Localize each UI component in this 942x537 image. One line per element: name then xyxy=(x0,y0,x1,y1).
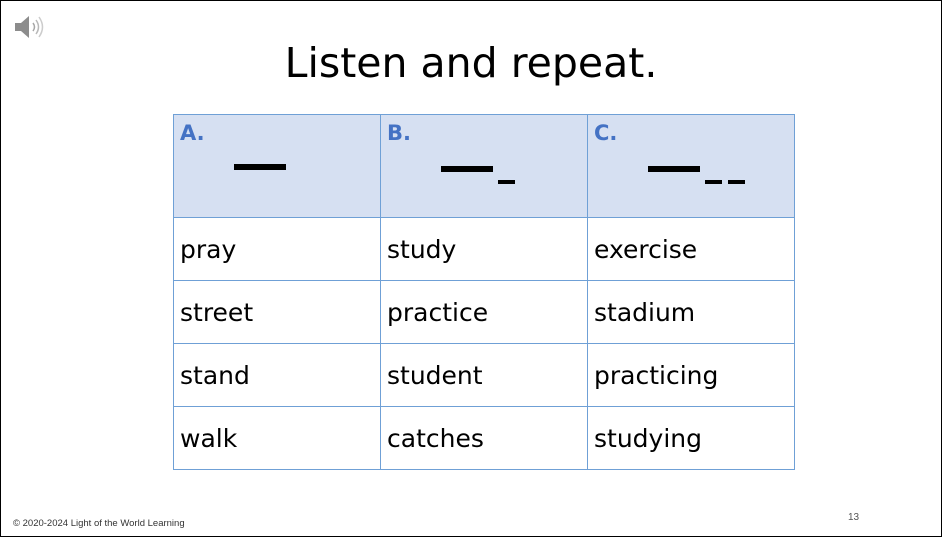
table-cell: practice xyxy=(381,281,588,344)
table-cell: pray xyxy=(174,218,381,281)
stress-mark-short xyxy=(728,180,745,184)
table-header-row xyxy=(174,115,795,218)
table-row xyxy=(174,218,795,281)
column-label-c: C. xyxy=(594,121,618,145)
table-cell: exercise xyxy=(588,218,795,281)
column-header-a xyxy=(174,115,381,218)
column-header-b xyxy=(381,115,588,218)
table-cell: stadium xyxy=(588,281,795,344)
column-label-b: B. xyxy=(387,121,411,145)
column-label-a: A. xyxy=(180,121,205,145)
table-cell: stand xyxy=(174,344,381,407)
table-cell: studying xyxy=(588,407,795,470)
table-row xyxy=(174,344,795,407)
stress-mark-short xyxy=(498,180,515,184)
table-cell: catches xyxy=(381,407,588,470)
table-cell: street xyxy=(174,281,381,344)
table-row xyxy=(174,407,795,470)
slide-title: Listen and repeat. xyxy=(284,39,658,87)
table-cell: study xyxy=(381,218,588,281)
page-number: 13 xyxy=(848,512,860,523)
table-cell: practicing xyxy=(588,344,795,407)
table-cell: student xyxy=(381,344,588,407)
column-header-c xyxy=(588,115,795,218)
table-cell: walk xyxy=(174,407,381,470)
copyright-footer: © 2020-2024 Light of the World Learning xyxy=(13,518,185,529)
stress-mark-long xyxy=(441,166,493,172)
stress-mark-long xyxy=(648,166,700,172)
word-table xyxy=(173,114,795,470)
table-row xyxy=(174,281,795,344)
stress-mark-long xyxy=(234,164,286,170)
stress-mark-short xyxy=(705,180,722,184)
